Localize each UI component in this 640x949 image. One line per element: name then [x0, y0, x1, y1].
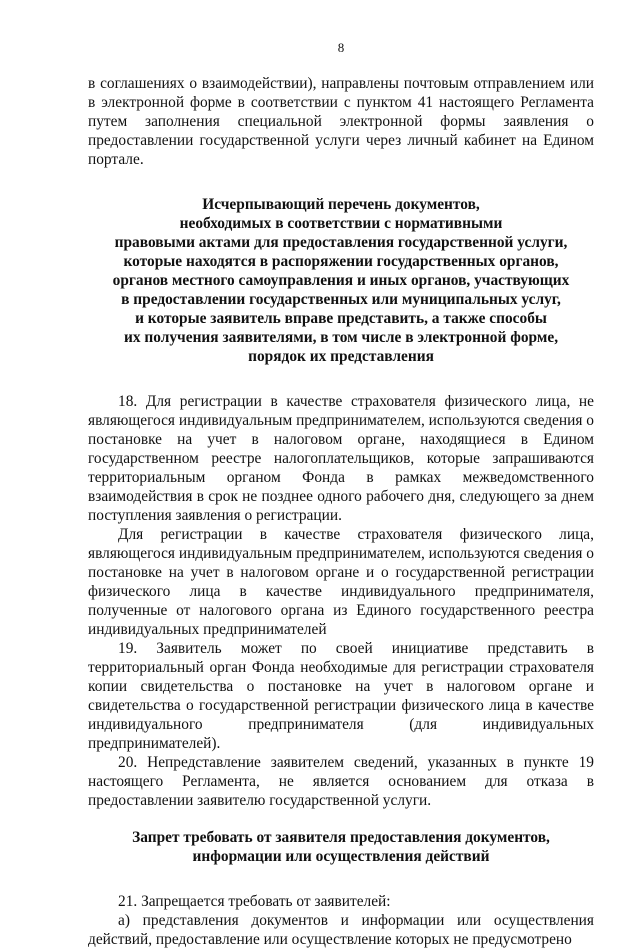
- heading-line: их получения заявителями, в том числе в электронной форме,: [123, 329, 559, 346]
- heading-line: Исчерпывающий перечень документов,: [202, 196, 480, 213]
- paragraph-19: 19. Заявитель может по своей инициативе представить в территориальный орган Фонда необходимые для регистрации страхователя копии свидетельства о постановке на учет в налоговом органе и свидетельства о государственной регистрации физического лица в качестве индивидуального предпринимателя (для индивидуальных предпринимателей).: [88, 640, 594, 752]
- heading-line: необходимых в соответствии с нормативными: [179, 215, 503, 232]
- heading-line: информации или осуществления действий: [192, 848, 490, 865]
- heading-line: правовыми актами для предоставления государственной услуги,: [114, 234, 568, 251]
- paragraph-20: 20. Непредставление заявителем сведений, указанных в пункте 19 настоящего Регламента, не является основанием для отказа в предоставлении заявителю государственной услуги.: [88, 754, 594, 809]
- intro-paragraph: в соглашениях о взаимодействии), направлены почтовым отправлением или в электронной форме в соответствии с пунктом 41 настоящего Регламента путем заполнения специальной электронной формы заявления о предоставлении государственной услуги через личный кабинет на Едином портале.: [88, 75, 594, 168]
- heading-line: органов местного самоуправления и иных органов, участвующих: [112, 272, 570, 289]
- heading-line: в предоставлении государственных или муниципальных услуг,: [121, 291, 561, 308]
- paragraph-18: 18. Для регистрации в качестве страхователя физического лица, не являющегося индивидуальным предпринимателем, используются сведения о постановке на учет в налоговом органе, находящиеся в Едином государственном реестре налогоплательщиков, которые запрашиваются территориальным органом Фонда в рамках межведомственного взаимодействия в срок не позднее одного рабочего дня, следующего за днем поступления заявления о регистрации.: [88, 393, 594, 524]
- heading-line: порядок их представления: [248, 348, 434, 365]
- section-heading-prohibition: [88, 828, 594, 866]
- heading-line: и которые заявитель вправе представить, а также способы: [135, 310, 547, 327]
- paragraph-21-a: а) представления документов и информации или осуществления действий, предоставление или осуществление которых не предусмотрено: [88, 912, 594, 948]
- paragraph-18-continued: Для регистрации в качестве страхователя физического лица, являющегося индивидуальным предпринимателем, используются сведения о постановке на учет в налоговом органе и о государственной регистрации физического лица в качестве индивидуального предпринимателя, полученные от налогового органа из Единого государственного реестра индивидуальных предпринимателей: [88, 526, 594, 638]
- page-number: 8: [337, 40, 345, 55]
- section-heading-documents-list: [88, 195, 594, 366]
- heading-line: Запрет требовать от заявителя предоставления документов,: [132, 829, 550, 846]
- paragraph-21: 21. Запрещается требовать от заявителей:: [118, 893, 391, 910]
- heading-line: которые находятся в распоряжении государственных органов,: [123, 253, 559, 270]
